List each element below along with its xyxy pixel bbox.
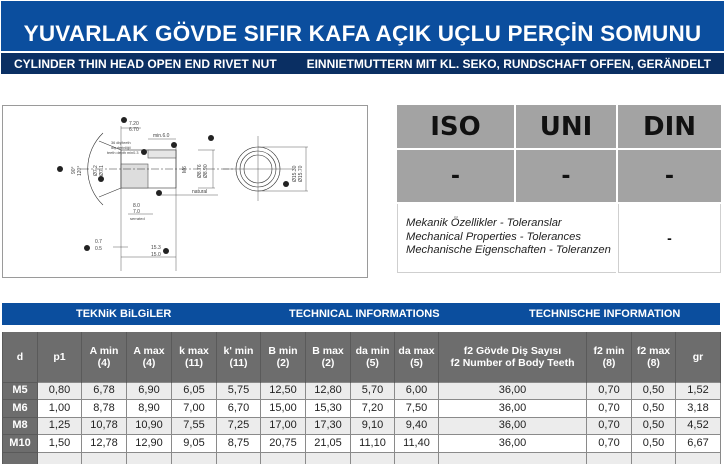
standard-header-uni: UNI (516, 105, 616, 148)
column-header (306, 332, 351, 382)
column-header-line2: (2) (276, 356, 290, 369)
dim-label: serrated (130, 216, 145, 221)
column-header (395, 332, 439, 382)
column-header-line2: (5) (410, 356, 423, 369)
column-header-line1: f2 min (593, 344, 625, 357)
table-cell: 7,50 (395, 400, 439, 418)
column-header (676, 332, 721, 382)
table-cell: 7,20 (351, 400, 395, 418)
table-cell: 8,90 (127, 400, 172, 418)
tech-label-turkish: TEKNiK BiLGiLER (76, 308, 172, 320)
table-cell (632, 452, 676, 464)
dim-label: 7.20 (129, 121, 139, 127)
size-cell (3, 452, 38, 464)
column-header (217, 332, 261, 382)
table-cell (306, 452, 351, 464)
description-line-de: Mechanische Eigenschaften - Toleranzen (406, 244, 611, 256)
subtitle-bar (1, 53, 724, 74)
table-cell (127, 452, 172, 464)
table-row (3, 400, 721, 418)
table-cell: 20,75 (261, 435, 306, 453)
description-line-tr: Mekanik Özellikler - Toleranslar (406, 217, 562, 229)
column-header-line1: f2 Gövde Diş Sayısı (463, 344, 562, 357)
table-cell: 8,75 (217, 435, 261, 453)
standard-value-din: - (618, 150, 721, 202)
dim-label: Ø15.30 (292, 165, 298, 182)
mechanical-properties-label (397, 204, 616, 273)
column-header-line2: (11) (184, 356, 204, 369)
table-cell: 12,80 (306, 382, 351, 400)
column-header-line2: (4) (142, 356, 156, 369)
table-cell: 0,70 (587, 435, 632, 453)
table-cell: 0,50 (632, 417, 676, 435)
table-cell: 0,50 (632, 435, 676, 453)
column-header (3, 332, 38, 382)
table-cell: 0,70 (587, 417, 632, 435)
angle-label: 90° (71, 166, 77, 174)
column-header (82, 332, 127, 382)
column-header-line2: (8) (647, 356, 660, 369)
table-cell (38, 452, 82, 464)
dim-label: Ø7.2 (93, 165, 99, 176)
column-header-line1: da min (355, 344, 390, 357)
dim-label: Ø15.70 (298, 165, 304, 182)
table-row (3, 382, 721, 400)
column-header-line1: k' min (223, 344, 254, 357)
table-cell: 36,00 (439, 382, 587, 400)
column-header (38, 332, 82, 382)
balloon-markers (57, 117, 289, 254)
table-cell: 1,00 (38, 400, 82, 418)
table-cell: 8,78 (82, 400, 127, 418)
size-cell: M10 (3, 435, 38, 453)
table-cell: 17,30 (306, 417, 351, 435)
table-cell: 21,05 (306, 435, 351, 453)
dim-label: 7.0 (133, 209, 140, 215)
table-cell (217, 452, 261, 464)
column-header-line1: A max (133, 344, 165, 357)
page-title (1, 1, 724, 51)
table-cell: 11,10 (351, 435, 395, 453)
column-header-line1: B max (312, 344, 344, 357)
table-cell: 6,05 (172, 382, 217, 400)
dim-label: 6.70 (129, 127, 139, 133)
table-cell (395, 452, 439, 464)
dim-label: Ø8.90 (203, 164, 209, 178)
column-header-line2: f2 Number of Body Teeth (450, 356, 575, 369)
table-cell: 4,52 (676, 417, 721, 435)
table-cell: 9,05 (172, 435, 217, 453)
standard-header-din: DIN (618, 105, 721, 148)
table-cell: 6,90 (127, 382, 172, 400)
technical-info-bar (2, 303, 720, 325)
table-cell: 17,00 (261, 417, 306, 435)
table-cell: 3,18 (676, 400, 721, 418)
tech-label-english: TECHNICAL INFORMATIONS (289, 308, 440, 320)
column-header-line1: B min (268, 344, 298, 357)
table-header-row (3, 332, 721, 382)
table-cell (351, 452, 395, 464)
table-cell: 5,70 (351, 382, 395, 400)
table-cell: 12,78 (82, 435, 127, 453)
table-cell: 1,25 (38, 417, 82, 435)
table-cell: 9,40 (395, 417, 439, 435)
column-header-line1: A min (89, 344, 119, 357)
dim-label: 8.0 (133, 203, 140, 209)
table-cell: 36,00 (439, 400, 587, 418)
table-cell: 0,80 (38, 382, 82, 400)
table-cell: 7,00 (172, 400, 217, 418)
angle-label: 120° (77, 165, 83, 176)
column-header-line2: (4) (97, 356, 111, 369)
table-cell: 0,70 (587, 382, 632, 400)
column-header-line1: f2 max (636, 344, 671, 357)
dim-label: 0.5 (95, 246, 102, 252)
table-cell: 36,00 (439, 417, 587, 435)
dim-label: 15.0 (151, 252, 161, 258)
subtitle-english: CYLINDER THIN HEAD OPEN END RIVET NUT (14, 56, 277, 71)
mechanical-properties-value: - (618, 204, 721, 273)
column-header-line2: (2) (321, 356, 335, 369)
table-row (3, 435, 721, 453)
column-header (632, 332, 676, 382)
column-header-line2: (8) (602, 356, 616, 369)
standard-value-uni: - (516, 150, 616, 202)
dim-label: natural (192, 189, 208, 195)
table-cell: 15,00 (261, 400, 306, 418)
table-cell: 7,55 (172, 417, 217, 435)
note-label: 36 diş/teeth (111, 141, 131, 145)
standard-value-iso: - (397, 150, 514, 202)
size-cell: M8 (3, 417, 38, 435)
column-header (439, 332, 587, 382)
column-header-line1: k max (179, 344, 209, 357)
table-cell: 6,00 (395, 382, 439, 400)
table-cell: 9,10 (351, 417, 395, 435)
subtitle-german: EINNIETMUTTERN MIT KL. SEKO, RUNDSCHAFT OFFEN, GERÄNDELT (306, 56, 711, 71)
table-row (3, 417, 721, 435)
technical-drawing (2, 105, 368, 278)
column-header (127, 332, 172, 382)
column-header (587, 332, 632, 382)
title-text: YUVARLAK GÖVDE SIFIR KAFA AÇIK UÇLU PERÇİN SOMUNU (23, 21, 702, 46)
column-header-line1: p1 (53, 350, 66, 363)
column-header-line1: gr (692, 350, 704, 363)
table-cell (172, 452, 217, 464)
table-cell (439, 452, 587, 464)
description-line-en: Mechanical Properties - Tolerances (406, 230, 581, 243)
note-label: diş derinliği/ (111, 146, 132, 150)
column-header (261, 332, 306, 382)
table-cell: 1,50 (38, 435, 82, 453)
dim-label: min.6.0 (153, 133, 170, 139)
table-cell: 10,90 (127, 417, 172, 435)
size-cell: M5 (3, 382, 38, 400)
dim-label: 0.7 (95, 239, 102, 245)
table-cell: 10,78 (82, 417, 127, 435)
tech-label-german: TECHNISCHE INFORMATION (529, 308, 681, 320)
table-row (3, 452, 721, 464)
table-cell: 12,90 (127, 435, 172, 453)
table-cell (676, 452, 721, 464)
table-cell: 11,40 (395, 435, 439, 453)
table-cell: 7,25 (217, 417, 261, 435)
table-cell: 5,75 (217, 382, 261, 400)
table-cell: 15,30 (306, 400, 351, 418)
table-cell: 12,50 (261, 382, 306, 400)
column-header-line1: da max (398, 344, 435, 357)
size-cell: M6 (3, 400, 38, 418)
table-cell (261, 452, 306, 464)
column-header (351, 332, 395, 382)
table-cell: 0,50 (632, 400, 676, 418)
standard-header-iso: ISO (397, 105, 514, 148)
rivet-nut-drawing (3, 106, 369, 279)
technical-data-table (2, 332, 721, 464)
standards-table (397, 105, 721, 273)
dim-label: Ø8.76 (197, 164, 203, 178)
column-header-line2: (5) (366, 356, 379, 369)
table-cell: 0,50 (632, 382, 676, 400)
table-cell: 0,70 (587, 400, 632, 418)
table-cell (587, 452, 632, 464)
table-cell: 1,52 (676, 382, 721, 400)
column-header-line2: (11) (229, 356, 248, 369)
table-cell: 36,00 (439, 435, 587, 453)
dim-label: Ø7.1 (99, 165, 105, 176)
table-cell: 6,67 (676, 435, 721, 453)
note-label: teeth depth min0.3 (107, 151, 139, 155)
table-cell: 6,78 (82, 382, 127, 400)
column-header-line1: d (16, 350, 24, 363)
thread-label: M6 (182, 166, 188, 173)
table-cell (82, 452, 127, 464)
dim-label: 15.3 (151, 245, 161, 251)
column-header (172, 332, 217, 382)
table-cell: 6,70 (217, 400, 261, 418)
